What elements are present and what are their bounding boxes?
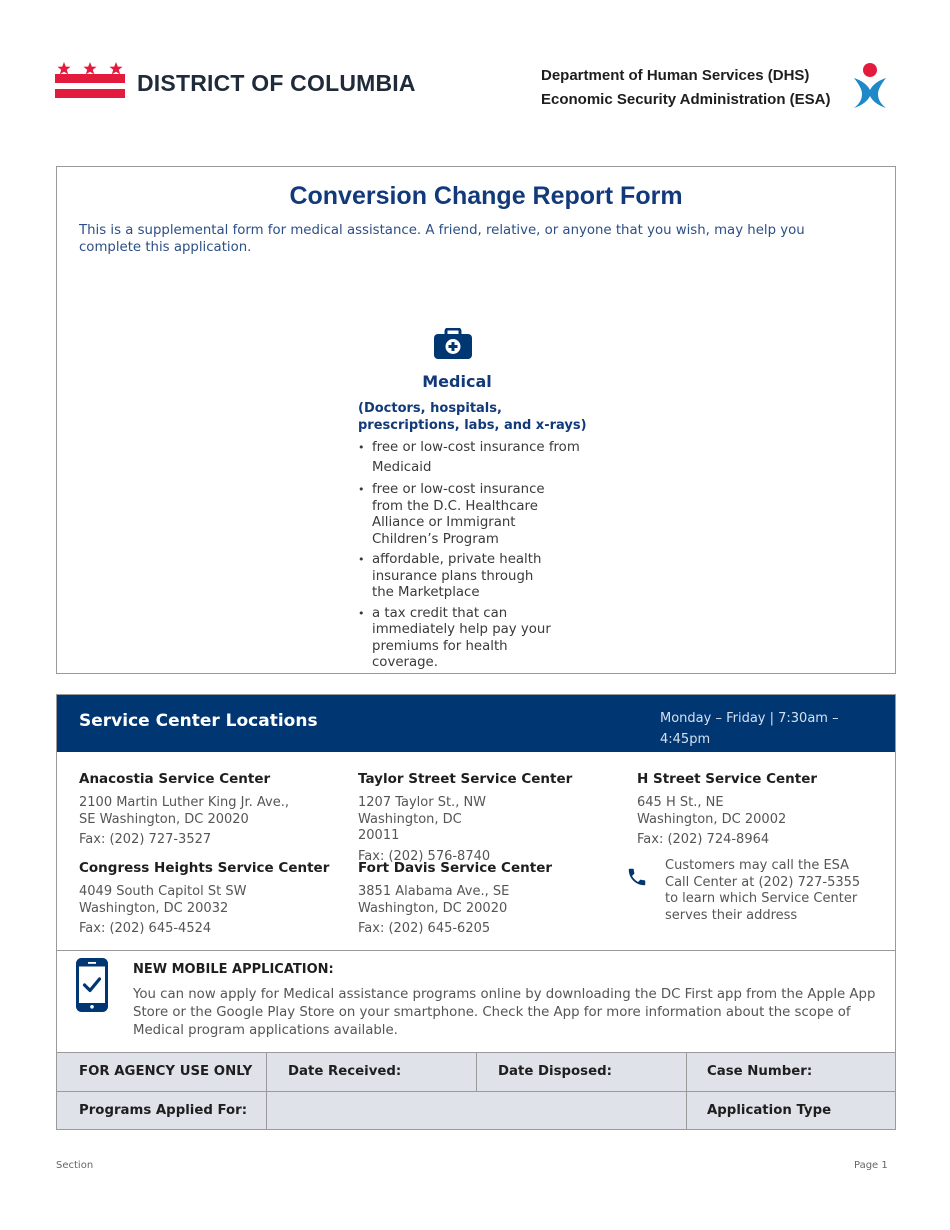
location-name: Congress Heights Service Center (79, 860, 330, 876)
location-name: Fort Davis Service Center (358, 860, 553, 876)
list-item: • free or low-cost insurance from the D.C. Healthcare Alliance or Immigrant Children’s Program (358, 482, 558, 548)
location-name: Taylor Street Service Center (358, 771, 573, 787)
date-disposed-label: Date Disposed: (498, 1064, 612, 1079)
jurisdiction-title: DISTRICT OF COLUMBIA (137, 70, 416, 96)
location-address: 2100 Martin Luther King Jr. Ave., SE Washington, DC 20020 (79, 795, 289, 827)
footer-page-number: Page 1 (854, 1160, 888, 1171)
list-item: • free or low-cost insurance from Medicaid (358, 438, 598, 478)
form-title: Conversion Change Report Form (289, 182, 683, 210)
location-fax: Fax: (202) 576-8740 (358, 848, 491, 864)
location-address: 3851 Alabama Ave., SE Washington, DC 20020 (358, 884, 510, 916)
table-divider (476, 1053, 477, 1091)
department-name: Department of Human Services (DHS) (541, 67, 810, 84)
mobile-app-text: You can now apply for Medical assistance programs online by downloading the DC First app from the Apple App Store or the Google Play Store on your smartphone. Check the App for more information about the scope of Medical program applications available. (133, 987, 876, 1038)
location-taylor-street (358, 771, 618, 864)
table-divider (266, 1053, 267, 1130)
medical-benefits-list (358, 438, 608, 676)
location-address: 4049 South Capitol St SW Washington, DC 20032 (79, 884, 247, 916)
application-type-label: Application Type (707, 1103, 832, 1118)
agency-use-table (57, 1052, 895, 1129)
divider (57, 950, 895, 951)
location-anacostia (79, 771, 339, 847)
medical-title: Medical (422, 372, 492, 391)
medical-kit-icon (432, 328, 474, 360)
location-fax: Fax: (202) 645-6205 (358, 921, 491, 936)
location-fax: Fax: (202) 645-4524 (79, 921, 212, 936)
location-name: H Street Service Center (637, 771, 818, 787)
location-address: 1207 Taylor St., NW Washington, DC 20011 (358, 795, 487, 843)
location-fort-davis (358, 860, 618, 936)
call-center-note: Customers may call the ESA Call Center at (202) 727-5355 to learn which Service Center serves their address (665, 858, 861, 923)
date-received-label: Date Received: (288, 1064, 402, 1079)
case-number-label: Case Number: (707, 1064, 813, 1079)
form-subtitle: This is a supplemental form for medical assistance. A friend, relative, or anyone that you wish, may help you complete this application. (79, 223, 805, 255)
list-item: • a tax credit that can immediately help pay your premiums for health coverage. (358, 606, 568, 672)
administration-name: Economic Security Administration (ESA) (541, 91, 831, 108)
phone-icon (626, 866, 648, 888)
table-divider (57, 1091, 895, 1092)
dhs-logo-icon (852, 60, 888, 110)
location-name: Anacostia Service Center (79, 771, 271, 787)
agency-use-label: FOR AGENCY USE ONLY (79, 1064, 253, 1079)
location-fax: Fax: (202) 727-3527 (79, 832, 212, 847)
list-item: • affordable, private health insurance plans through the Marketplace (358, 552, 558, 602)
department-block (541, 64, 831, 112)
programs-applied-label: Programs Applied For: (79, 1103, 248, 1118)
location-address: 645 H St., NE Washington, DC 20002 (637, 795, 787, 827)
mobile-app-title: NEW MOBILE APPLICATION: (133, 962, 334, 977)
dc-flag-logo (55, 60, 125, 100)
location-h-street (637, 771, 897, 847)
service-title: Service Center Locations (79, 711, 318, 731)
service-hours: Monday – Friday | 7:30am – 4:45pm (660, 711, 839, 747)
smartphone-check-icon (76, 958, 108, 1012)
location-fax: Fax: (202) 724-8964 (637, 832, 770, 847)
location-congress-heights (79, 860, 339, 936)
medical-subtitle: (Doctors, hospitals, prescriptions, labs, and x-rays) (358, 401, 587, 433)
footer-section: Section (56, 1160, 94, 1171)
table-divider (686, 1053, 687, 1130)
